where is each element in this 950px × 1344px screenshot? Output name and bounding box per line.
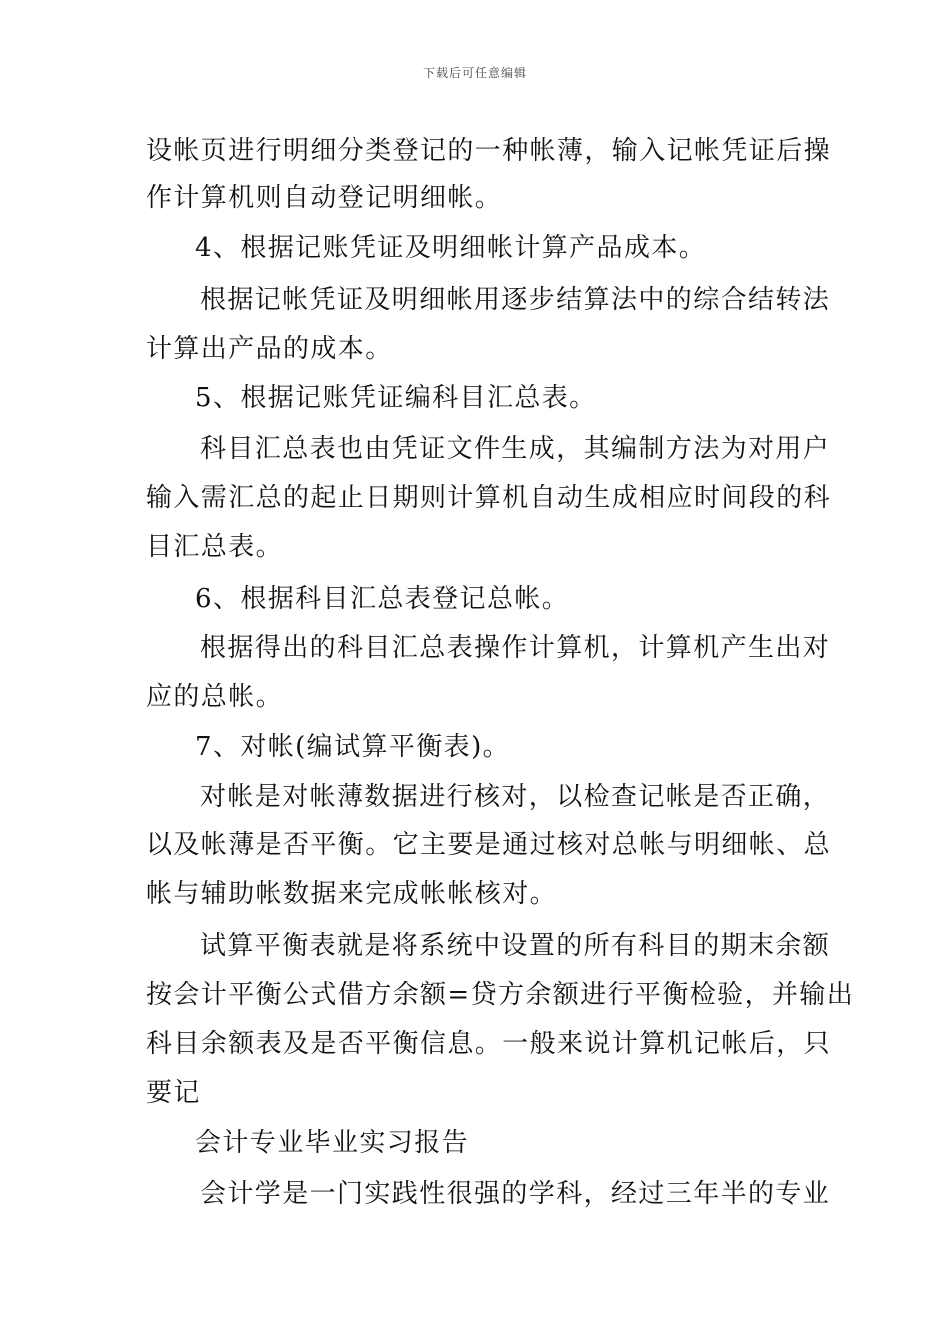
text-line: 以及帐薄是否平衡。它主要是通过核对总帐与明细帐、总 [146,830,832,860]
text-line: 应的总帐。 [146,682,284,712]
text-line: 根据记帐凭证及明细帐用逐步结算法中的综合结转法 [200,285,831,315]
page-header: 下载后可任意编辑 [422,66,527,80]
text-line: 对帐是对帐薄数据进行核对，以检查记帐是否正确， [200,782,831,812]
text-line: 帐与辅助帐数据来完成帐帐核对。 [146,879,558,909]
text-line: 5、根据记账凭证编科目汇总表。 [195,383,597,413]
text-line: 输入需汇总的起止日期则计算机自动生成相应时间段的科 [146,483,832,513]
text-line: 根据得出的科目汇总表操作计算机，计算机产生出对 [200,633,831,663]
text-line: 科目汇总表也由凭证文件生成，其编制方法为对用户 [200,434,831,464]
text-line: 会计学是一门实践性很强的学科，经过三年半的专业 [200,1179,831,1209]
section-heading: 会计专业毕业实习报告 [195,1128,470,1158]
text-line: 作计算机则自动登记明细帐。 [146,183,503,213]
text-line: 科目余额表及是否平衡信息。一般来说计算机记帐后，只 [146,1029,832,1059]
text-line: 目汇总表。 [146,532,284,562]
text-line: 试算平衡表就是将系统中设置的所有科目的期末余额 [200,931,831,961]
text-line: 7、对帐(编试算平衡表)。 [195,732,511,762]
text-line: 计算出产品的成本。 [146,334,393,364]
text-line: 4、根据记账凭证及明细帐计算产品成本。 [195,233,707,263]
text-line: 按会计平衡公式借方余额=贷方余额进行平衡检验，并输出 [146,980,855,1010]
text-line: 要记 [146,1078,201,1108]
text-line: 设帐页进行明细分类登记的一种帐薄，输入记帐凭证后操 [146,136,832,166]
text-line: 6、根据科目汇总表登记总帐。 [195,584,570,614]
